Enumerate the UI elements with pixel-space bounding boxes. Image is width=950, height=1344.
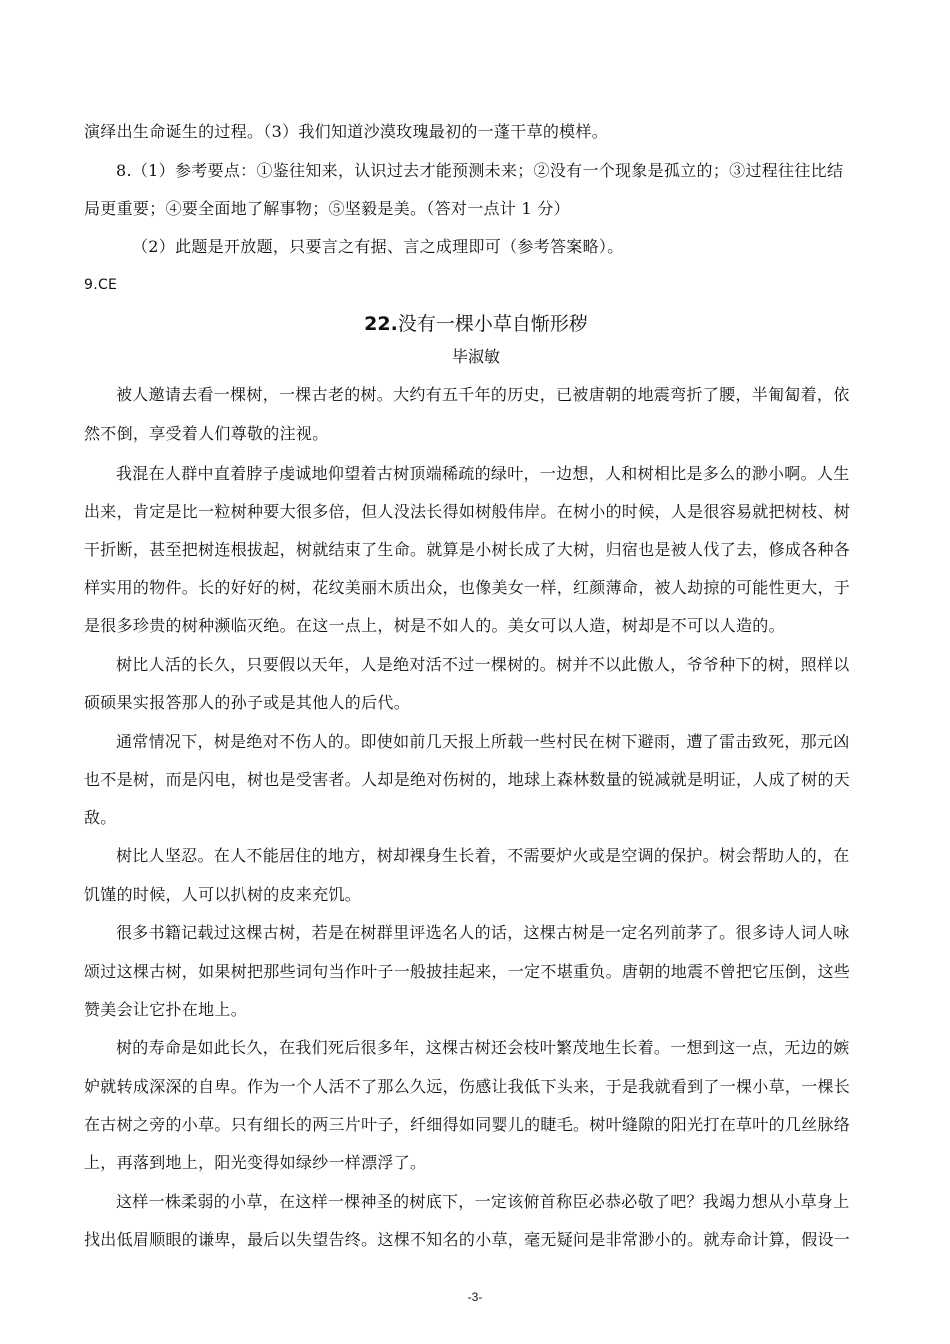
paragraph-line: 是很多珍贵的树种濒临灭绝。在这一点上，树是不如人的。美女可以人造，树却是不可以人造的。	[84, 616, 785, 635]
article-title	[84, 312, 868, 336]
paragraph-line: 树比人活的长久，只要假以天年，人是绝对活不过一棵树的。树并不以此傲人，爷爷种下的树，照样以	[116, 655, 850, 674]
paragraph-line: 通常情况下，树是绝对不伤人的。即使如前几天报上所载一些村民在树下避雨，遭了雷击致死，那元凶	[116, 732, 850, 751]
paragraph-line: 很多书籍记载过这棵古树，若是在树群里评选名人的话，这棵古树是一定名列前茅了。很多诗人词人咏	[116, 923, 850, 942]
paragraph-line: 敌。	[84, 808, 117, 827]
paragraph-line: 然不倒，享受着人们尊敬的注视。	[84, 424, 329, 443]
paragraph-line: 我混在人群中直着脖子虔诚地仰望着古树顶端稀疏的绿叶，一边想，人和树相比是多么的渺小啊。人生	[116, 464, 850, 483]
paragraph-line: 找出低眉顺眼的谦卑，最后以失望告终。这棵不知名的小草，毫无疑问是非常渺小的。就寿命计算，假设一	[84, 1230, 851, 1249]
answer-line: 局更重要；④要全面地了解事物；⑤坚毅是美。（答对一点计 1 分）	[84, 199, 570, 218]
answer-line: 9.CE	[84, 277, 118, 293]
answer-line: 8.（1）参考要点：①鉴往知来，认识过去才能预测未来；②没有一个现象是孤立的；③过程往往比结	[116, 161, 844, 180]
paragraph-line: 这样一株柔弱的小草，在这样一棵神圣的树底下，一定该俯首称臣必恭必敬了吧？我竭力想从小草身上	[116, 1192, 850, 1211]
paragraph-line: 赞美会让它扑在地上。	[84, 1000, 248, 1019]
paragraph-line: 干折断，甚至把树连根拔起，树就结束了生命。就算是小树长成了大树，归宿也是被人伐了去，修成各种各	[84, 540, 851, 559]
paragraph-line: 颂过这棵古树，如果树把那些词句当作叶子一般披挂起来，一定不堪重负。唐朝的地震不曾把它压倒，这些	[84, 962, 851, 981]
paragraph-line: 树比人坚忍。在人不能居住的地方，树却裸身生长着，不需要炉火或是空调的保护。树会帮助人的，在	[116, 846, 850, 865]
paragraph-line: 硕硕果实报答那人的孙子或是其他人的后代。	[84, 693, 411, 712]
answer-line: 演绎出生命诞生的过程。（3）我们知道沙漠玫瑰最初的一蓬干草的模样。	[84, 122, 609, 141]
paragraph-line: 饥馑的时候，人可以扒树的皮来充饥。	[84, 885, 362, 904]
article-title-text: 没有一棵小草自惭形秽	[397, 313, 588, 335]
article-author: 毕淑敏	[451, 347, 500, 366]
paragraph-line: 出来，肯定是比一粒树种要大很多倍，但人没法长得如树般伟岸。在树小的时候，人是很容易就把树枝、树	[84, 502, 851, 521]
paragraph-line: 在古树之旁的小草。只有细长的两三片叶子，纤细得如同婴儿的睫毛。树叶缝隙的阳光打在草叶的几丝脉络	[84, 1115, 851, 1134]
paragraph-line: 妒就转成深深的自卑。作为一个人活不了那么久远，伤感让我低下头来，于是我就看到了一棵小草，一棵长	[84, 1077, 851, 1096]
paragraph-line: 也不是树，而是闪电，树也是受害者。人却是绝对伤树的，地球上森林数量的锐减就是明证，人成了树的天	[84, 770, 851, 789]
paragraph-line: 被人邀请去看一棵树，一棵古老的树。大约有五千年的历史，已被唐朝的地震弯折了腰，半匍匐着，依	[116, 385, 850, 404]
answer-line: （2）此题是开放题，只要言之有据、言之成理即可（参考答案略）。	[132, 237, 624, 256]
page-number: -3-	[467, 1290, 483, 1304]
article-number: 22.	[364, 313, 398, 335]
paragraph-line: 样实用的物件。长的好好的树，花纹美丽木质出众，也像美女一样，红颜薄命，被人劫掠的可能性更大，于	[84, 578, 851, 597]
paragraph-line: 上，再落到地上，阳光变得如绿纱一样漂浮了。	[84, 1153, 427, 1172]
paragraph-line: 树的寿命是如此长久，在我们死后很多年，这棵古树还会枝叶繁茂地生长着。一想到这一点，无边的嫉	[116, 1038, 850, 1057]
